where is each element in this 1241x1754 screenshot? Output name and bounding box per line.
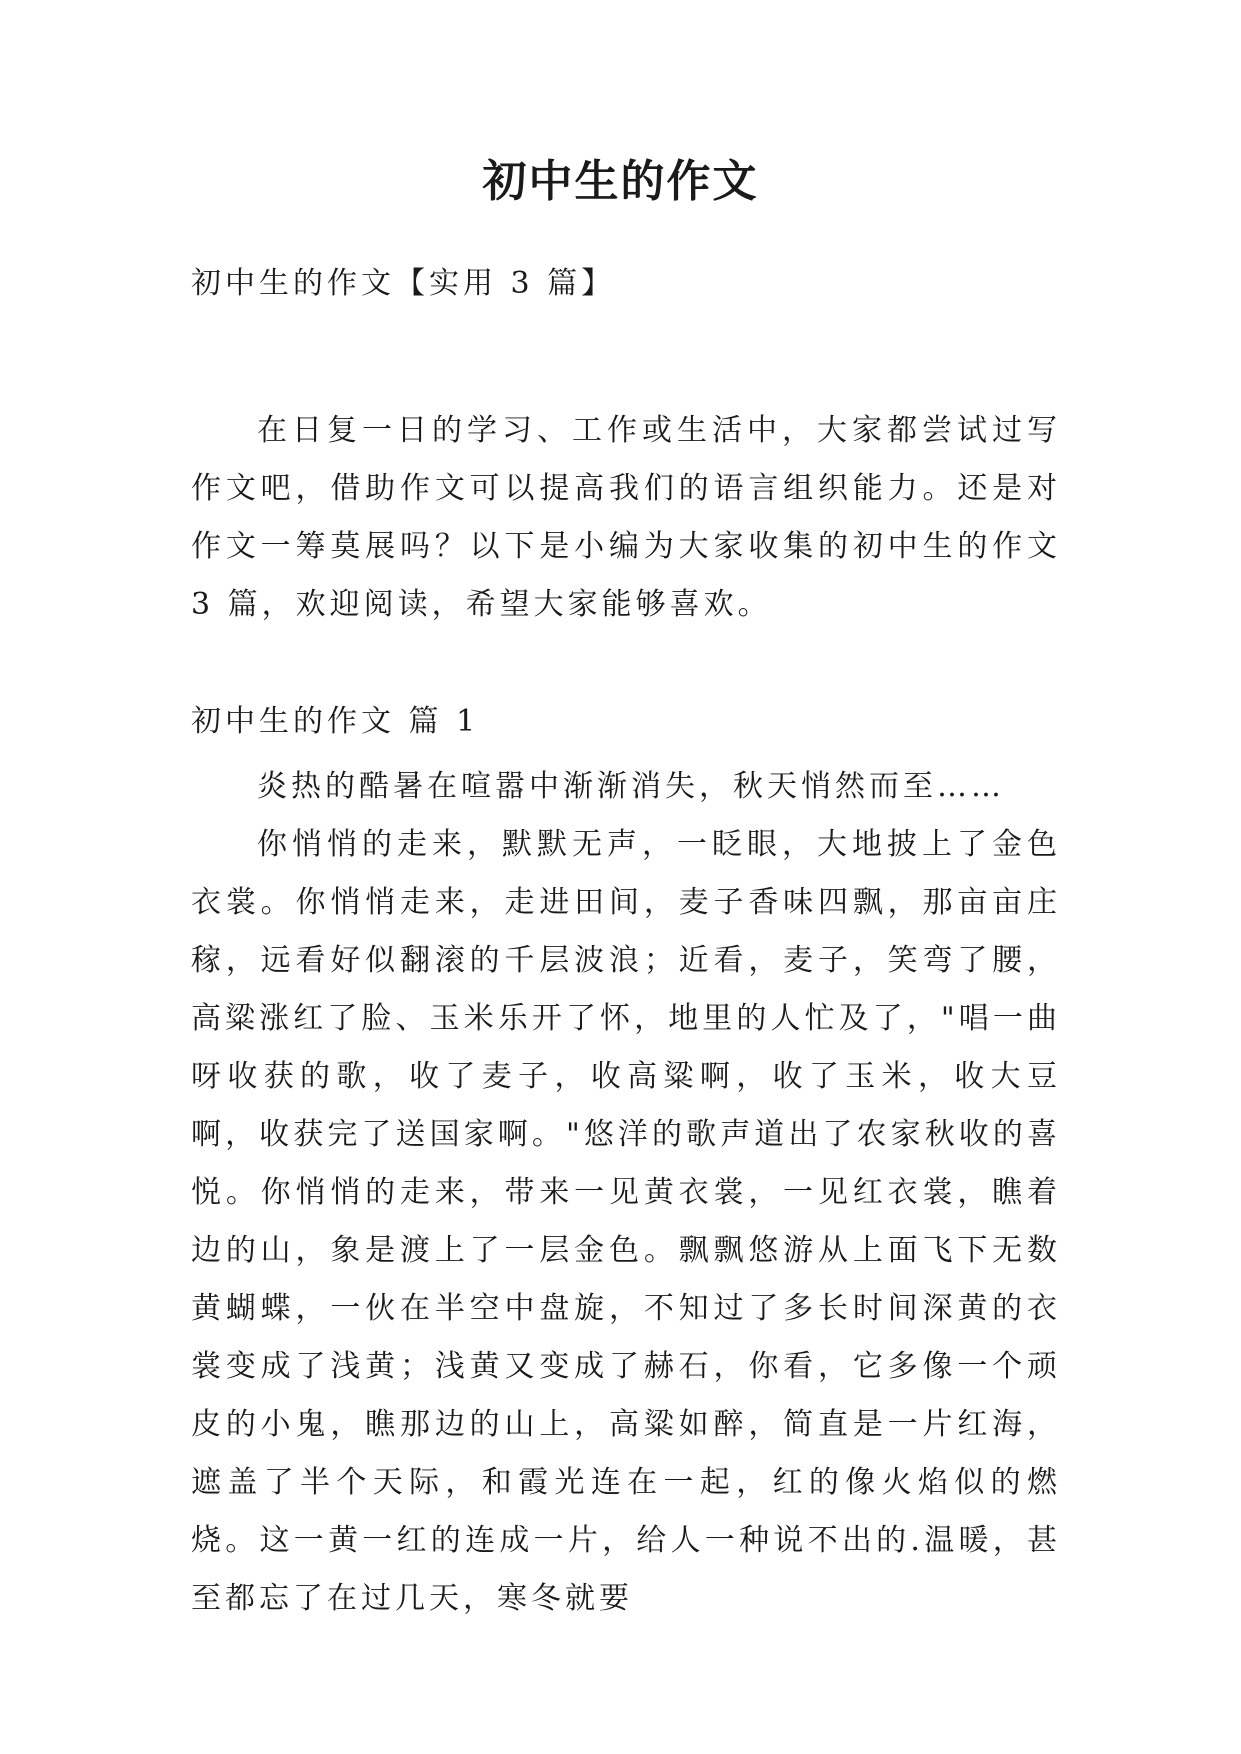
document-title: 初中生的作文 [482,156,759,207]
intro-paragraph: 在日复一日的学习、工作或生活中，大家都尝试过写作文吧，借助作文可以提高我们的语言组织能力。还是对作文一筹莫展吗？以下是小编为大家收集的初中生的作文 3 篇，欢迎阅读，希望大家能够喜欢。 [191,413,1061,622]
section-heading: 初中生的作文 篇 1 [191,704,480,739]
document-subtitle: 初中生的作文【实用 3 篇】 [191,266,616,301]
section-body [191,758,1061,1628]
section-paragraph: 你悄悄的走来，默默无声，一眨眼，大地披上了金色衣裳。你悄悄走来，走进田间，麦子香味四飘，那亩亩庄稼，远看好似翻滚的千层波浪；近看，麦子，笑弯了腰，高粱涨红了脸、玉米乐开了怀，地里的人忙及了，"唱一曲呀收获的歌，收了麦子，收高粱啊，收了玉米，收大豆啊，收获完了送国家啊。"悠洋的歌声道出了农家秋收的喜悦。你悄悄的走来，带来一见黄衣裳，一见红衣裳，瞧着边的山，象是渡上了一层金色。飘飘悠游从上面飞下无数黄蝴蝶，一伙在半空中盘旋，不知过了多长时间深黄的衣裳变成了浅黄；浅黄又变成了赫石，你看，它多像一个顽皮的小鬼，瞧那边的山上，高粱如醉，简直是一片红海，遮盖了半个天际，和霞光连在一起，红的像火焰似的燃烧。这一黄一红的连成一片，给人一种说不出的.温暖，甚至都忘了在过几天，寒冬就要 [191,827,1061,1616]
section-paragraph: 炎热的酷暑在喧嚣中渐渐消失，秋天悄然而至…… [257,769,1005,804]
